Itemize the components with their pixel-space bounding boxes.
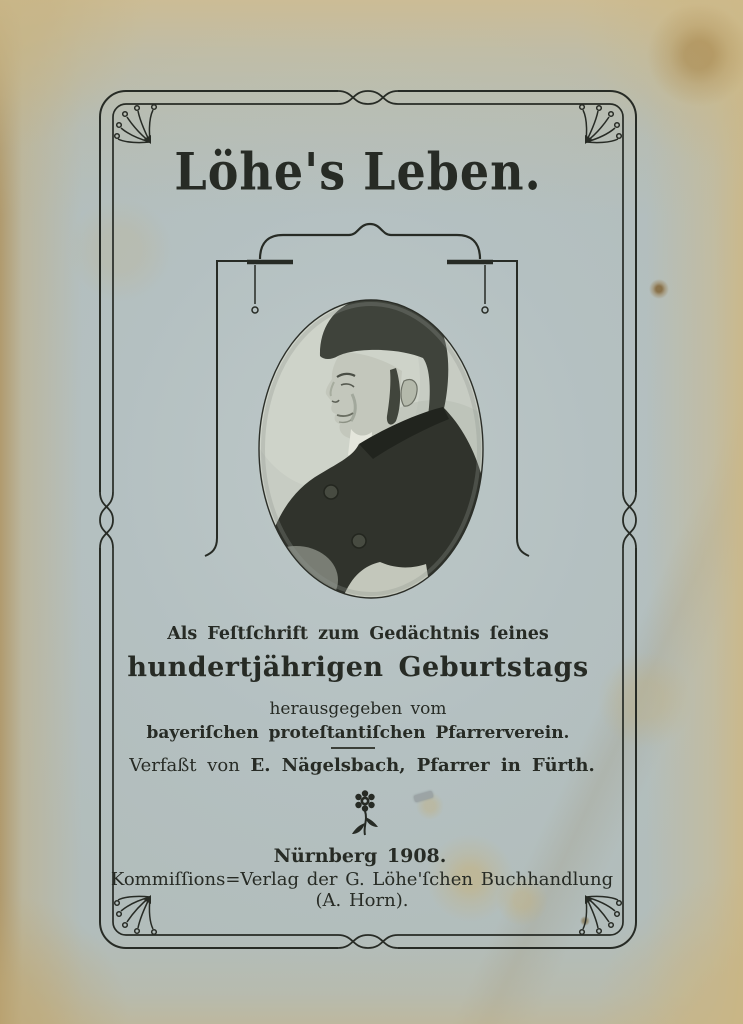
palmette-ornament-bottom-right (580, 895, 622, 934)
palmette-ornament-top-right (580, 105, 622, 144)
imprint-publisher: Kommiſſions=Verlag der G. Löhe'ſchen Buchhandlung (110, 869, 614, 890)
dedication-line-2: hundertjährigen Geburtstags (127, 652, 589, 683)
author-prefix: Verfaßt von (129, 755, 240, 776)
book-title: Löhe's Leben. (174, 141, 542, 202)
palmette-ornament-bottom-left (115, 895, 157, 934)
flower-ornament (349, 790, 383, 836)
twist-ornament-top (338, 91, 398, 104)
imprint-publisher-suffix: (A. Horn). (315, 890, 409, 911)
coat-button (324, 485, 338, 499)
dedication-line-1: Als Feſtſchrift zum Gedächtnis ſeines (167, 624, 549, 644)
dedication-line-3: herausgegeben vom (269, 699, 447, 719)
author-line (129, 757, 595, 775)
twist-ornament-left (100, 492, 113, 548)
portrait (240, 270, 535, 640)
twist-ornament-bottom (338, 935, 398, 948)
dedication-line-4: bayeriſchen proteſtantiſchen Pfarrerverein. (146, 723, 570, 743)
coat-button (352, 534, 366, 548)
imprint-city-year: Nürnberg 1908. (273, 845, 447, 867)
palmette-ornament-top-left (115, 105, 157, 144)
divider-rule (331, 747, 375, 749)
author-name: E. Nägelsbach, Pfarrer in Fürth. (250, 755, 595, 776)
twist-ornament-right (623, 492, 636, 548)
